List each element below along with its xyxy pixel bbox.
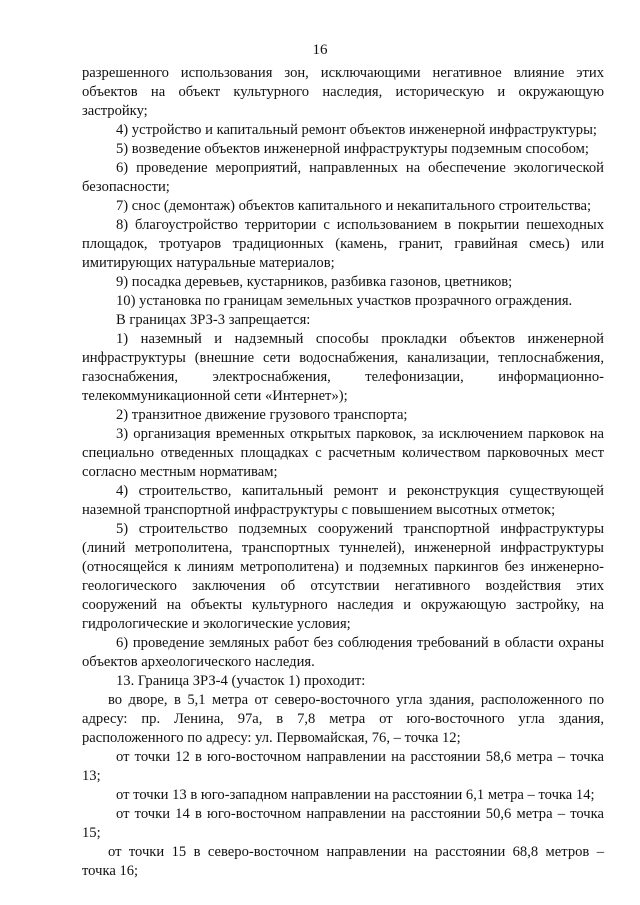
- paragraph: 10) установка по границам земельных участков прозрачного ограждения.: [116, 293, 573, 309]
- paragraph: 4) строительство, капитальный ремонт и реконструкция существующей наземной транспортной инфраструктуры с повышением высотных отметок;: [82, 483, 604, 518]
- section-heading: В границах ЗРЗ-3 запрещается:: [116, 312, 311, 328]
- paragraph: от точки 14 в юго-восточном направлении на расстоянии 50,6 метра – точка 15;: [82, 806, 604, 841]
- paragraph: во дворе, в 5,1 метра от северо-восточного угла здания, расположенного по адресу: пр. Ленина, 97а, в 7,8 метра от юго-восточного угла здания, расположенного по адресу: ул. Первомайская, 76, – точка 12;: [82, 692, 604, 746]
- paragraph: 5) возведение объектов инженерной инфраструктуры подземным способом;: [116, 141, 589, 157]
- paragraph: от точки 15 в северо-восточном направлении на расстоянии 68,8 метров – точка 16;: [82, 844, 604, 879]
- paragraph: 5) строительство подземных сооружений транспортной инфраструктуры (линий метрополитена, транспортных туннелей), инженерной инфраструктуры (относящейся к линиям метрополитена) и подземных паркингов без инженерно-геологического заключения об отсутствии негативного воздействия этих сооружений на объекты культурного наследия и окружающую застройку, на гидрологические и экологические условия;: [82, 521, 604, 632]
- paragraph: 4) устройство и капитальный ремонт объектов инженерной инфраструктуры;: [116, 122, 597, 138]
- paragraph: 6) проведение земляных работ без соблюдения требований в области охраны объектов археологического наследия.: [82, 635, 604, 670]
- page-number: 16: [312, 42, 328, 58]
- paragraph: 8) благоустройство территории с использованием в покрытии пешеходных площадок, тротуаров традиционных (камень, гранит, гравийная смесь) или имитирующих натуральные материалов;: [82, 217, 604, 271]
- section-heading: 13. Граница ЗРЗ-4 (участок 1) проходит:: [116, 673, 366, 689]
- document-body: [82, 64, 604, 881]
- paragraph: 3) организация временных открытых парковок, за исключением парковок на специально отведенных площадках с расчетным количеством парковочных мест согласно местным нормативам;: [82, 426, 604, 480]
- paragraph: от точки 12 в юго-восточном направлении на расстоянии 58,6 метра – точка 13;: [82, 749, 604, 784]
- paragraph: от точки 13 в юго-западном направлении на расстоянии 6,1 метра – точка 14;: [116, 787, 595, 803]
- paragraph: 6) проведение мероприятий, направленных на обеспечение экологической безопасности;: [82, 160, 604, 195]
- paragraph: 1) наземный и надземный способы прокладки объектов инженерной инфраструктуры (внешние сети водоснабжения, канализации, теплоснабжения, газоснабжения, электроснабжения, телефонизации, информационно-телекоммуникационной сети «Интернет»);: [82, 331, 604, 404]
- paragraph: 9) посадка деревьев, кустарников, разбивка газонов, цветников;: [116, 274, 513, 290]
- paragraph: разрешенного использования зон, исключающими негативное влияние этих объектов на объект культурного наследия, историческую и окружающую застройку;: [82, 65, 604, 119]
- paragraph: 2) транзитное движение грузового транспорта;: [116, 407, 408, 423]
- paragraph: 7) снос (демонтаж) объектов капитального и некапитального строительства;: [116, 198, 592, 214]
